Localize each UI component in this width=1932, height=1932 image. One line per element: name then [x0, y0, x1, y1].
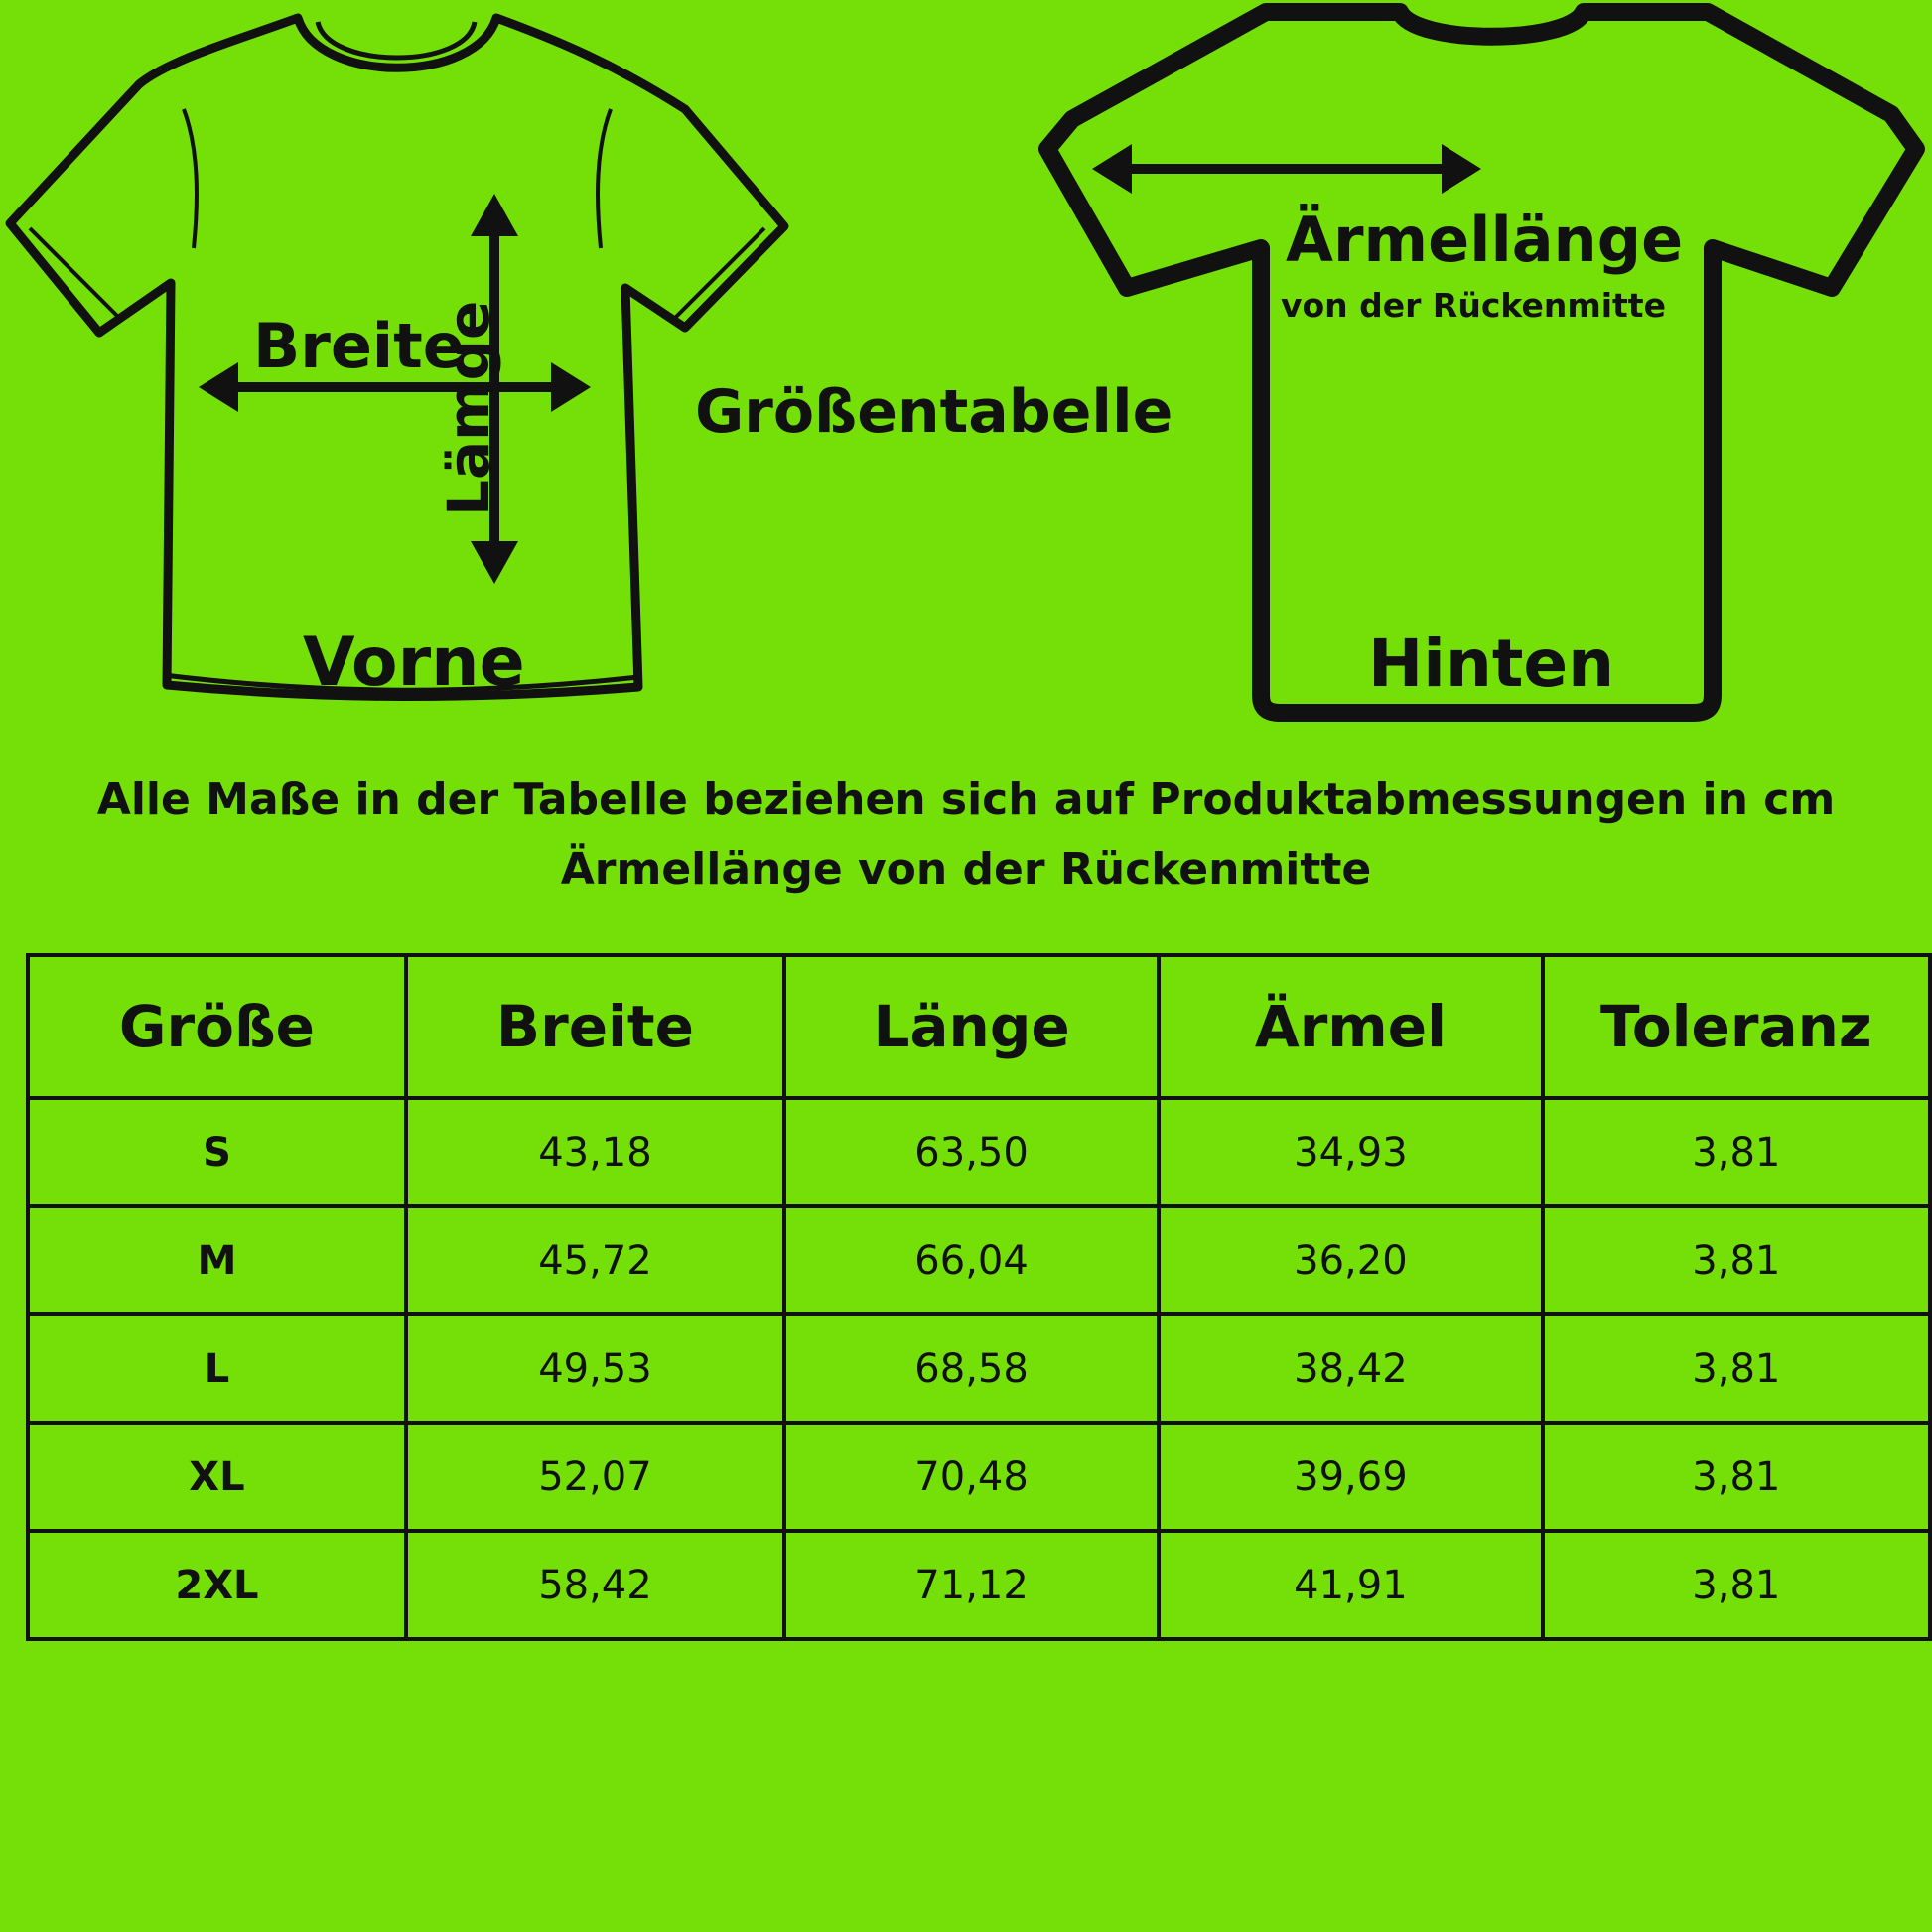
- back-side-label: Hinten: [1368, 625, 1615, 702]
- table-header-row: [28, 955, 1930, 1098]
- size-cell: S: [28, 1098, 406, 1206]
- breite-cell: 43,18: [406, 1098, 784, 1206]
- breite-cell: 49,53: [406, 1314, 784, 1423]
- header-laenge: Länge: [784, 955, 1159, 1098]
- aermel-cell: 39,69: [1159, 1423, 1542, 1531]
- back-measure-arrow-icon: [1092, 144, 1481, 194]
- toleranz-cell: 3,81: [1543, 1423, 1930, 1531]
- header-toleranz: Toleranz: [1543, 955, 1930, 1098]
- table-row: [28, 1206, 1930, 1314]
- aermel-cell: 34,93: [1159, 1098, 1542, 1206]
- laenge-cell: 68,58: [784, 1314, 1159, 1423]
- note-line-2: Ärmellänge von der Rückenmitte: [560, 844, 1372, 895]
- size-table: [26, 953, 1932, 1641]
- table-row: [28, 1098, 1930, 1206]
- table-row: [28, 1531, 1930, 1639]
- header-breite: Breite: [406, 955, 784, 1098]
- laenge-cell: 71,12: [784, 1531, 1159, 1639]
- front-side-label: Vorne: [303, 623, 525, 702]
- table-row: [28, 1423, 1930, 1531]
- back-shirt-icon: [1047, 12, 1916, 713]
- front-measure-arrows-icon: [223, 230, 566, 548]
- header-aermel: Ärmel: [1159, 955, 1542, 1098]
- size-cell: XL: [28, 1423, 406, 1531]
- aermel-cell: 41,91: [1159, 1531, 1542, 1639]
- size-cell: 2XL: [28, 1531, 406, 1639]
- note-line-1: Alle Maße in der Tabelle beziehen sich auf Produktabmessungen in cm: [96, 774, 1836, 825]
- header-groesse: Größe: [28, 955, 406, 1098]
- back-aermel-sublabel: von der Rückenmitte: [1281, 286, 1666, 325]
- breite-cell: 52,07: [406, 1423, 784, 1531]
- size-cell: M: [28, 1206, 406, 1314]
- front-breite-label: Breite: [253, 310, 465, 382]
- breite-cell: 58,42: [406, 1531, 784, 1639]
- toleranz-cell: 3,81: [1543, 1531, 1930, 1639]
- laenge-cell: 63,50: [784, 1098, 1159, 1206]
- table-row: [28, 1314, 1930, 1423]
- laenge-cell: 66,04: [784, 1206, 1159, 1314]
- laenge-cell: 70,48: [784, 1423, 1159, 1531]
- front-laenge-label: Lämge: [435, 300, 502, 516]
- page-title: Größentabelle: [695, 377, 1173, 447]
- aermel-cell: 36,20: [1159, 1206, 1542, 1314]
- toleranz-cell: 3,81: [1543, 1314, 1930, 1423]
- aermel-cell: 38,42: [1159, 1314, 1542, 1423]
- toleranz-cell: 3,81: [1543, 1098, 1930, 1206]
- toleranz-cell: 3,81: [1543, 1206, 1930, 1314]
- back-aermel-label: Ärmellänge: [1286, 204, 1684, 276]
- breite-cell: 45,72: [406, 1206, 784, 1314]
- size-cell: L: [28, 1314, 406, 1423]
